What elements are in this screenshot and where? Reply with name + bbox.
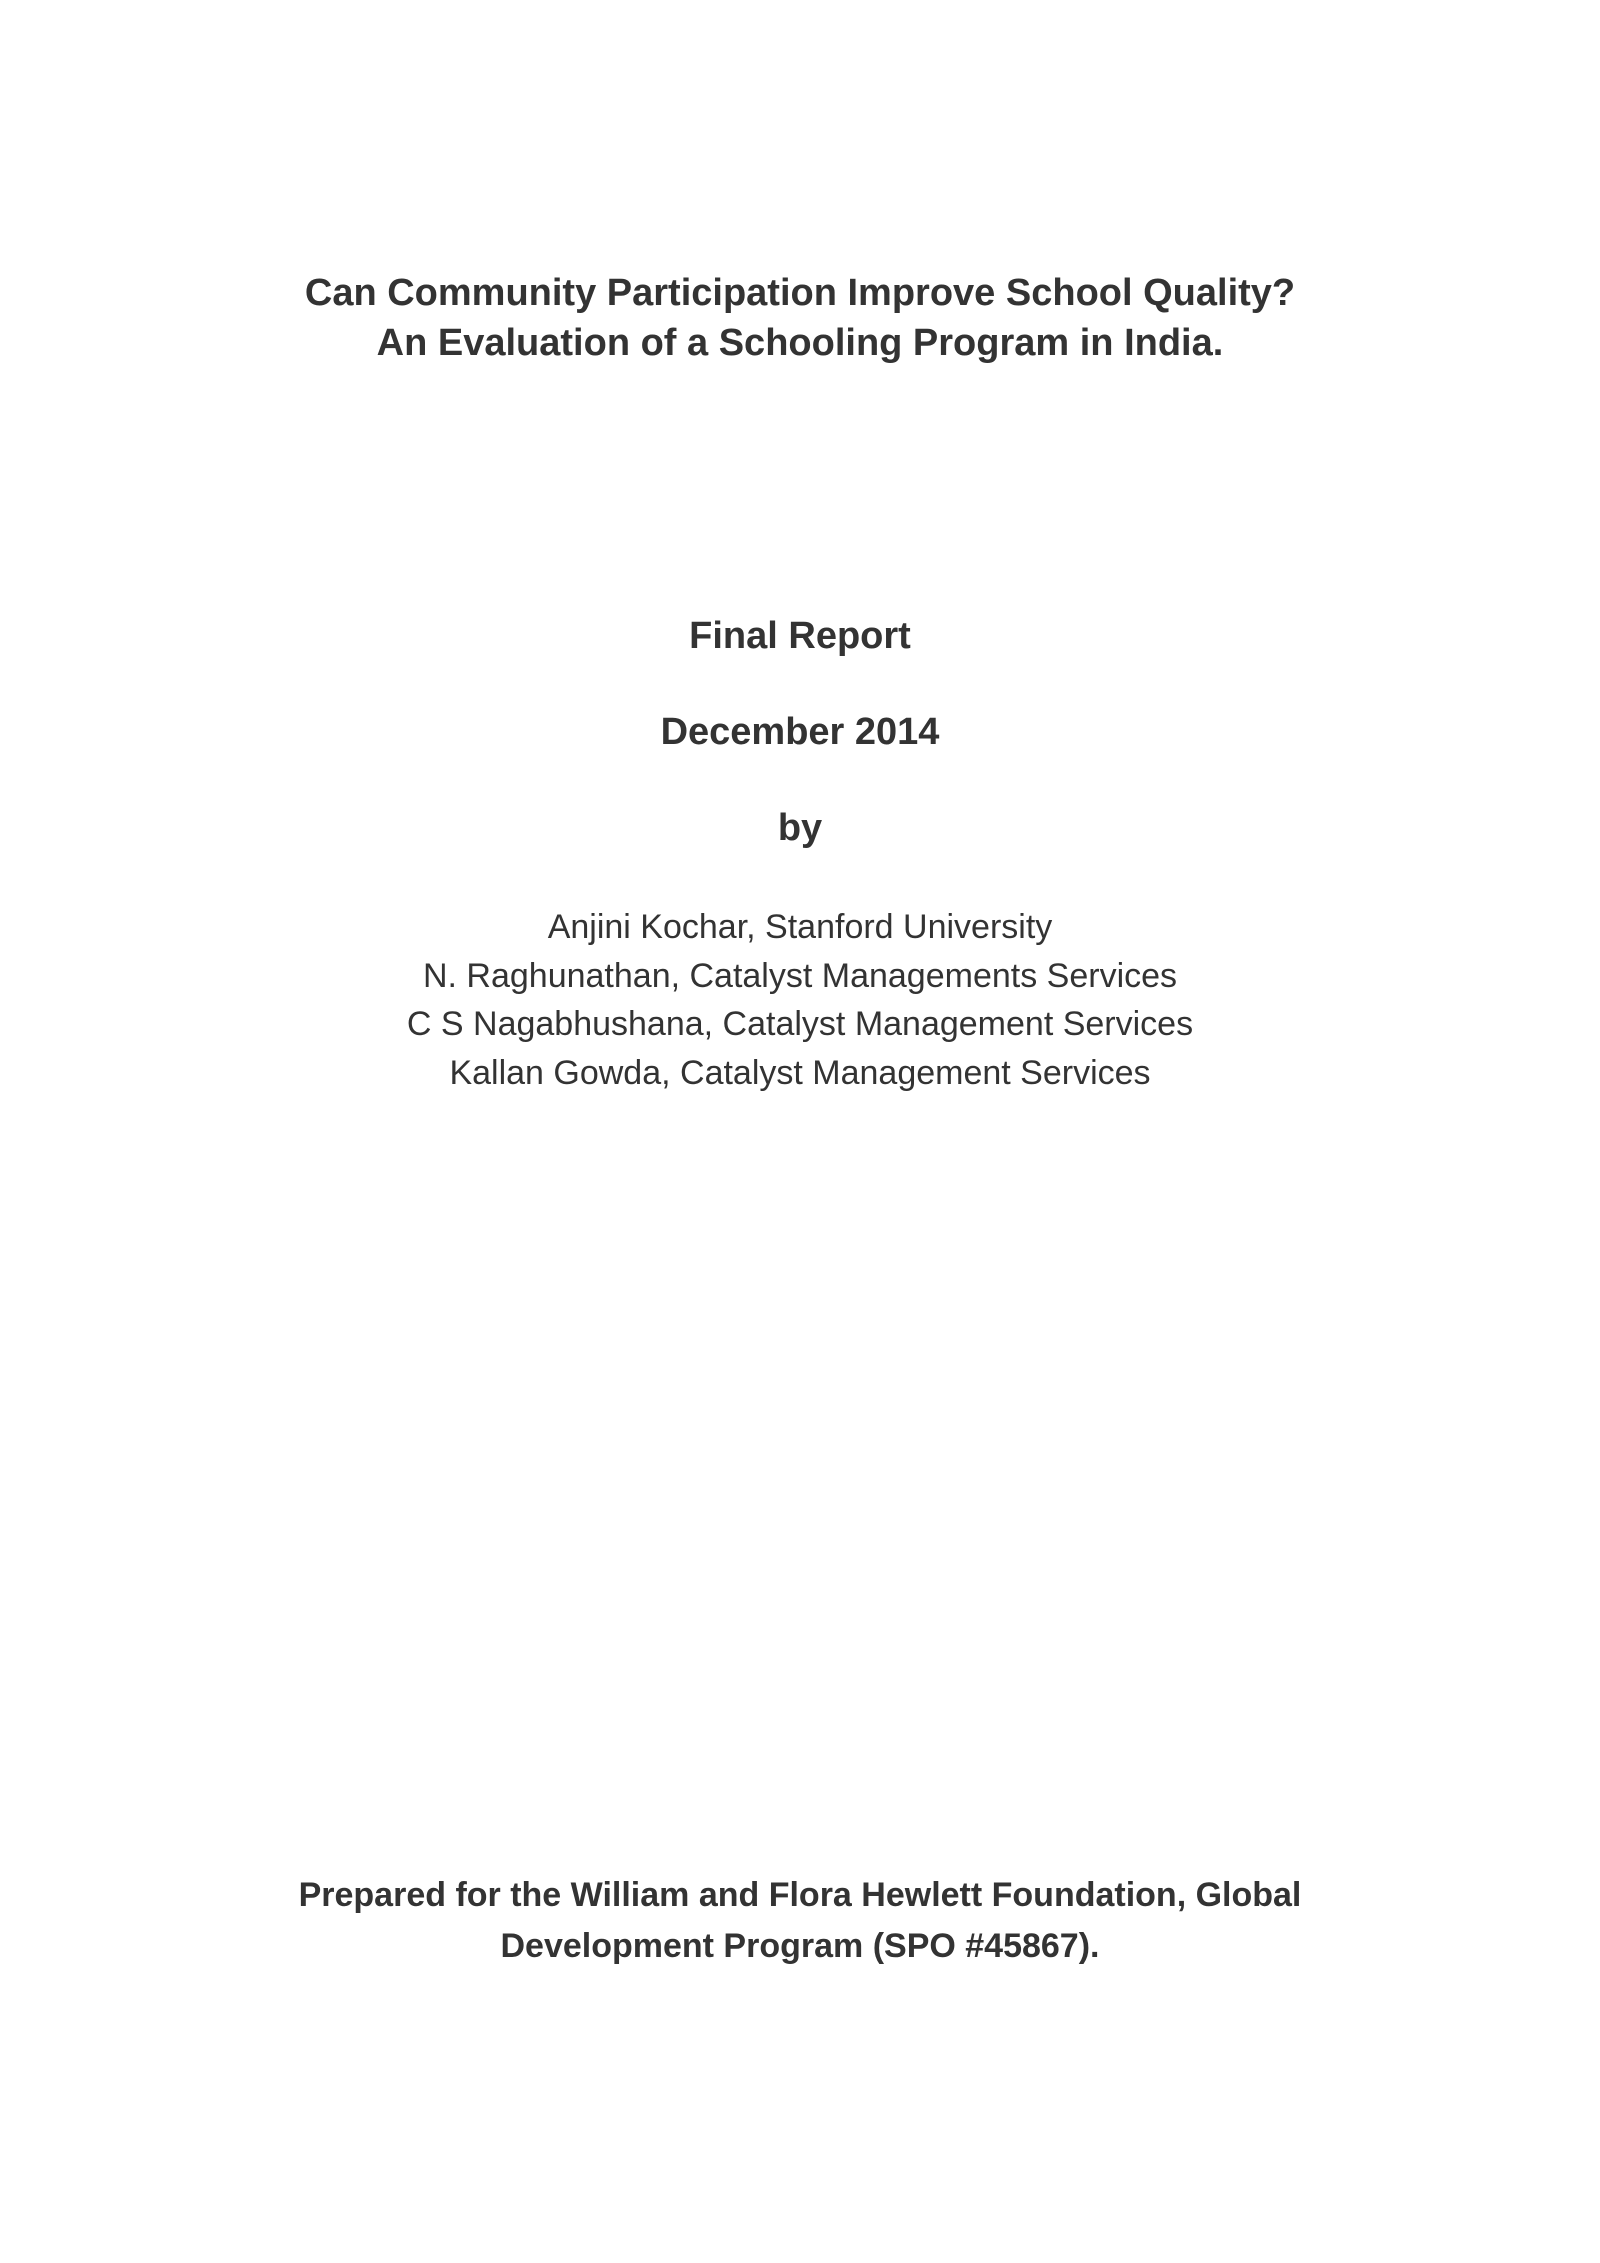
author-list [0,903,1600,1097]
report-title-line-2: An Evaluation of a Schooling Program in India. [376,322,1224,364]
prepared-for-note [0,1870,1600,1972]
author-1: Anjini Kochar, Stanford University [547,908,1053,946]
by-label: by [777,807,823,849]
report-title-line-1: Can Community Participation Improve School Quality? [304,272,1296,314]
author-3: C S Nagabhushana, Catalyst Management Services [406,1005,1194,1043]
author-2: N. Raghunathan, Catalyst Managements Services [422,956,1178,995]
author-4: Kallan Gowda, Catalyst Management Services [449,1053,1151,1092]
report-date: December 2014 [660,711,940,753]
report-title [0,268,1600,368]
prepared-for-line-1: Prepared for the William and Flora Hewlett Foundation, Global [298,1876,1302,1914]
prepared-for-line-2: Development Program (SPO #45867). [500,1927,1100,1965]
report-type: Final Report [689,615,911,657]
